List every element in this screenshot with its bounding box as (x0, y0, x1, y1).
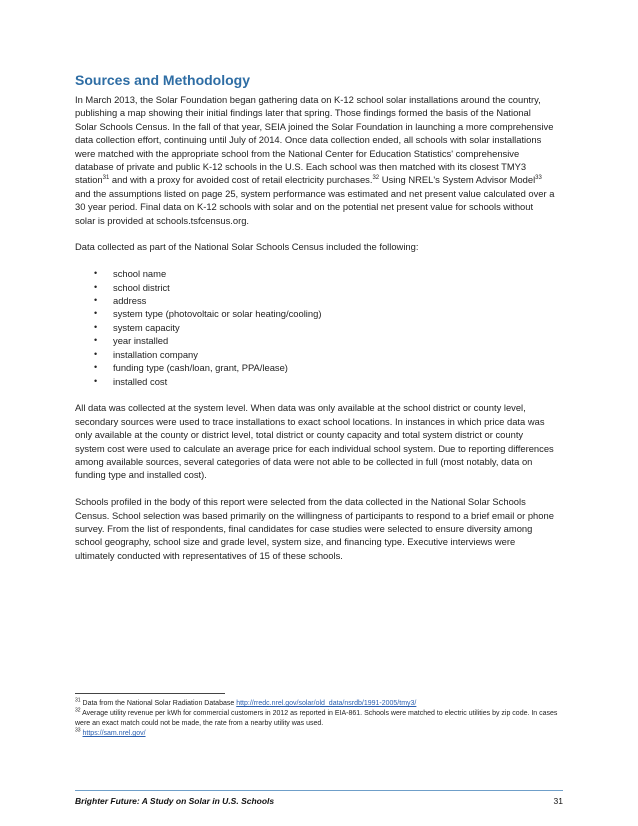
list-item-label: year installed (113, 335, 169, 347)
footnote-number: 33 (75, 727, 81, 734)
bullet-icon: • (94, 375, 98, 386)
sam-link[interactable]: https://sam.nrel.gov/ (82, 730, 146, 737)
footnote-divider (75, 693, 225, 694)
footnote-ref-31[interactable]: 31 (102, 175, 110, 182)
footnote-ref-33[interactable]: 33 (535, 175, 542, 182)
list-item (75, 334, 555, 347)
bullet-icon: • (94, 295, 98, 306)
bullet-icon: • (94, 348, 98, 359)
intro-text-b: and with a proxy for avoided cost of retail electricity purchases. (109, 174, 373, 186)
data-fields-list (75, 267, 555, 388)
list-item-label: funding type (cash/loan, grant, PPA/lease) (113, 362, 288, 374)
paragraph-system-level: All data was collected at the system level. When data was only available at the school district or county level, secondary sources were used to trace installations to exact school locations. In instances in which price data was only available at the county or district level, total district or county capacity and total system district or county system cost were used to calculate an average price for each individual school system. Due to reporting differences among available sources, several categories of data were not able to be collected in full (most notably, data on funding type and installed cost). (75, 402, 554, 481)
intro-text-a: In March 2013, the Solar Foundation began gathering data on K-12 school solar installations around the country, publishing a map showing their initial findings later that spring. Those findings formed the basis of the National Solar Schools Census. In the fall of that year, SEIA joined the Solar Foundation in launching a more comprehensive data collection effort, continuing until July of 2014. Once data collection ended, all schools with solar installations were matched with the appropriate school from the National Center for Education Statistics' comprehensive database of private and public K-12 schools in the U.S. Each school was then matched with its closest TMY3 station (75, 94, 554, 186)
bullet-icon: • (94, 321, 98, 332)
list-item (75, 307, 555, 320)
section-title: Sources and Methodology (75, 72, 251, 88)
paragraph-school-selection: Schools profiled in the body of this report were selected from the data collected in the National Solar Schools Census. School selection was based primarily on the willingness of participants to respond to a brief email or phone survey. From the list of respondents, final candidates for case studies were selected to ensure diversity among school geography, school size and grade level, system size, and financing type. Executive interviews were ultimately conducted with representatives of 15 of these schools. (75, 496, 554, 561)
body-content (75, 93, 555, 576)
list-item-label: school district (113, 281, 170, 293)
paragraph-intro (75, 93, 555, 227)
list-item-label: system type (photovoltaic or solar heating/cooling) (113, 308, 322, 320)
bullet-icon: • (94, 362, 98, 373)
footer-divider (75, 790, 563, 791)
bullet-icon: • (94, 281, 98, 292)
footnote-number: 31 (75, 697, 81, 704)
list-item (75, 294, 555, 307)
list-item (75, 361, 555, 374)
footer-title: Brighter Future: A Study on Solar in U.S. Schools (75, 796, 275, 806)
list-item (75, 375, 555, 388)
bullet-icon: • (94, 268, 98, 279)
list-item (75, 348, 555, 361)
intro-text-c: Using NREL's System Advisor Model (379, 174, 536, 186)
footnotes (75, 699, 565, 739)
list-item-label: system capacity (113, 321, 180, 333)
bullet-icon: • (94, 335, 98, 346)
paragraph-data-collected: Data collected as part of the National Solar Schools Census included the following: (75, 241, 419, 253)
page-number: 31 (553, 796, 563, 806)
footnote-ref-32[interactable]: 32 (372, 175, 380, 182)
list-item-label: address (113, 295, 147, 307)
footnote-31 (75, 699, 565, 709)
footnote-text: Average utility revenue per kWh for commercial customers in 2012 as reported in EIA-861. Schools were matched to electric utilities by zip code. In cases were an exact match could not be made, the rate from a nearby utility was used. (75, 710, 558, 727)
list-item-label: installed cost (113, 375, 168, 387)
nsrdb-link[interactable]: http://rredc.nrel.gov/solar/old_data/nsrdb/1991-2005/tmy3/ (236, 700, 417, 707)
list-item (75, 267, 555, 280)
footnote-text: Data from the National Solar Radiation Database (80, 700, 237, 707)
list-item-label: installation company (113, 348, 198, 360)
footnote-32 (75, 709, 565, 729)
intro-text-d: and the assumptions listed on page 25, system performance was estimated and net present value calculated over a 30 year period. Final data on K-12 schools with solar and on the potential net present value for schools without solar is provided at schools.tsfcensus.org. (75, 187, 555, 226)
bullet-icon: • (94, 308, 98, 319)
list-item (75, 281, 555, 294)
footnote-33 (75, 729, 565, 739)
footnote-number: 32 (75, 707, 81, 714)
list-item-label: school name (113, 268, 167, 280)
list-item (75, 321, 555, 334)
